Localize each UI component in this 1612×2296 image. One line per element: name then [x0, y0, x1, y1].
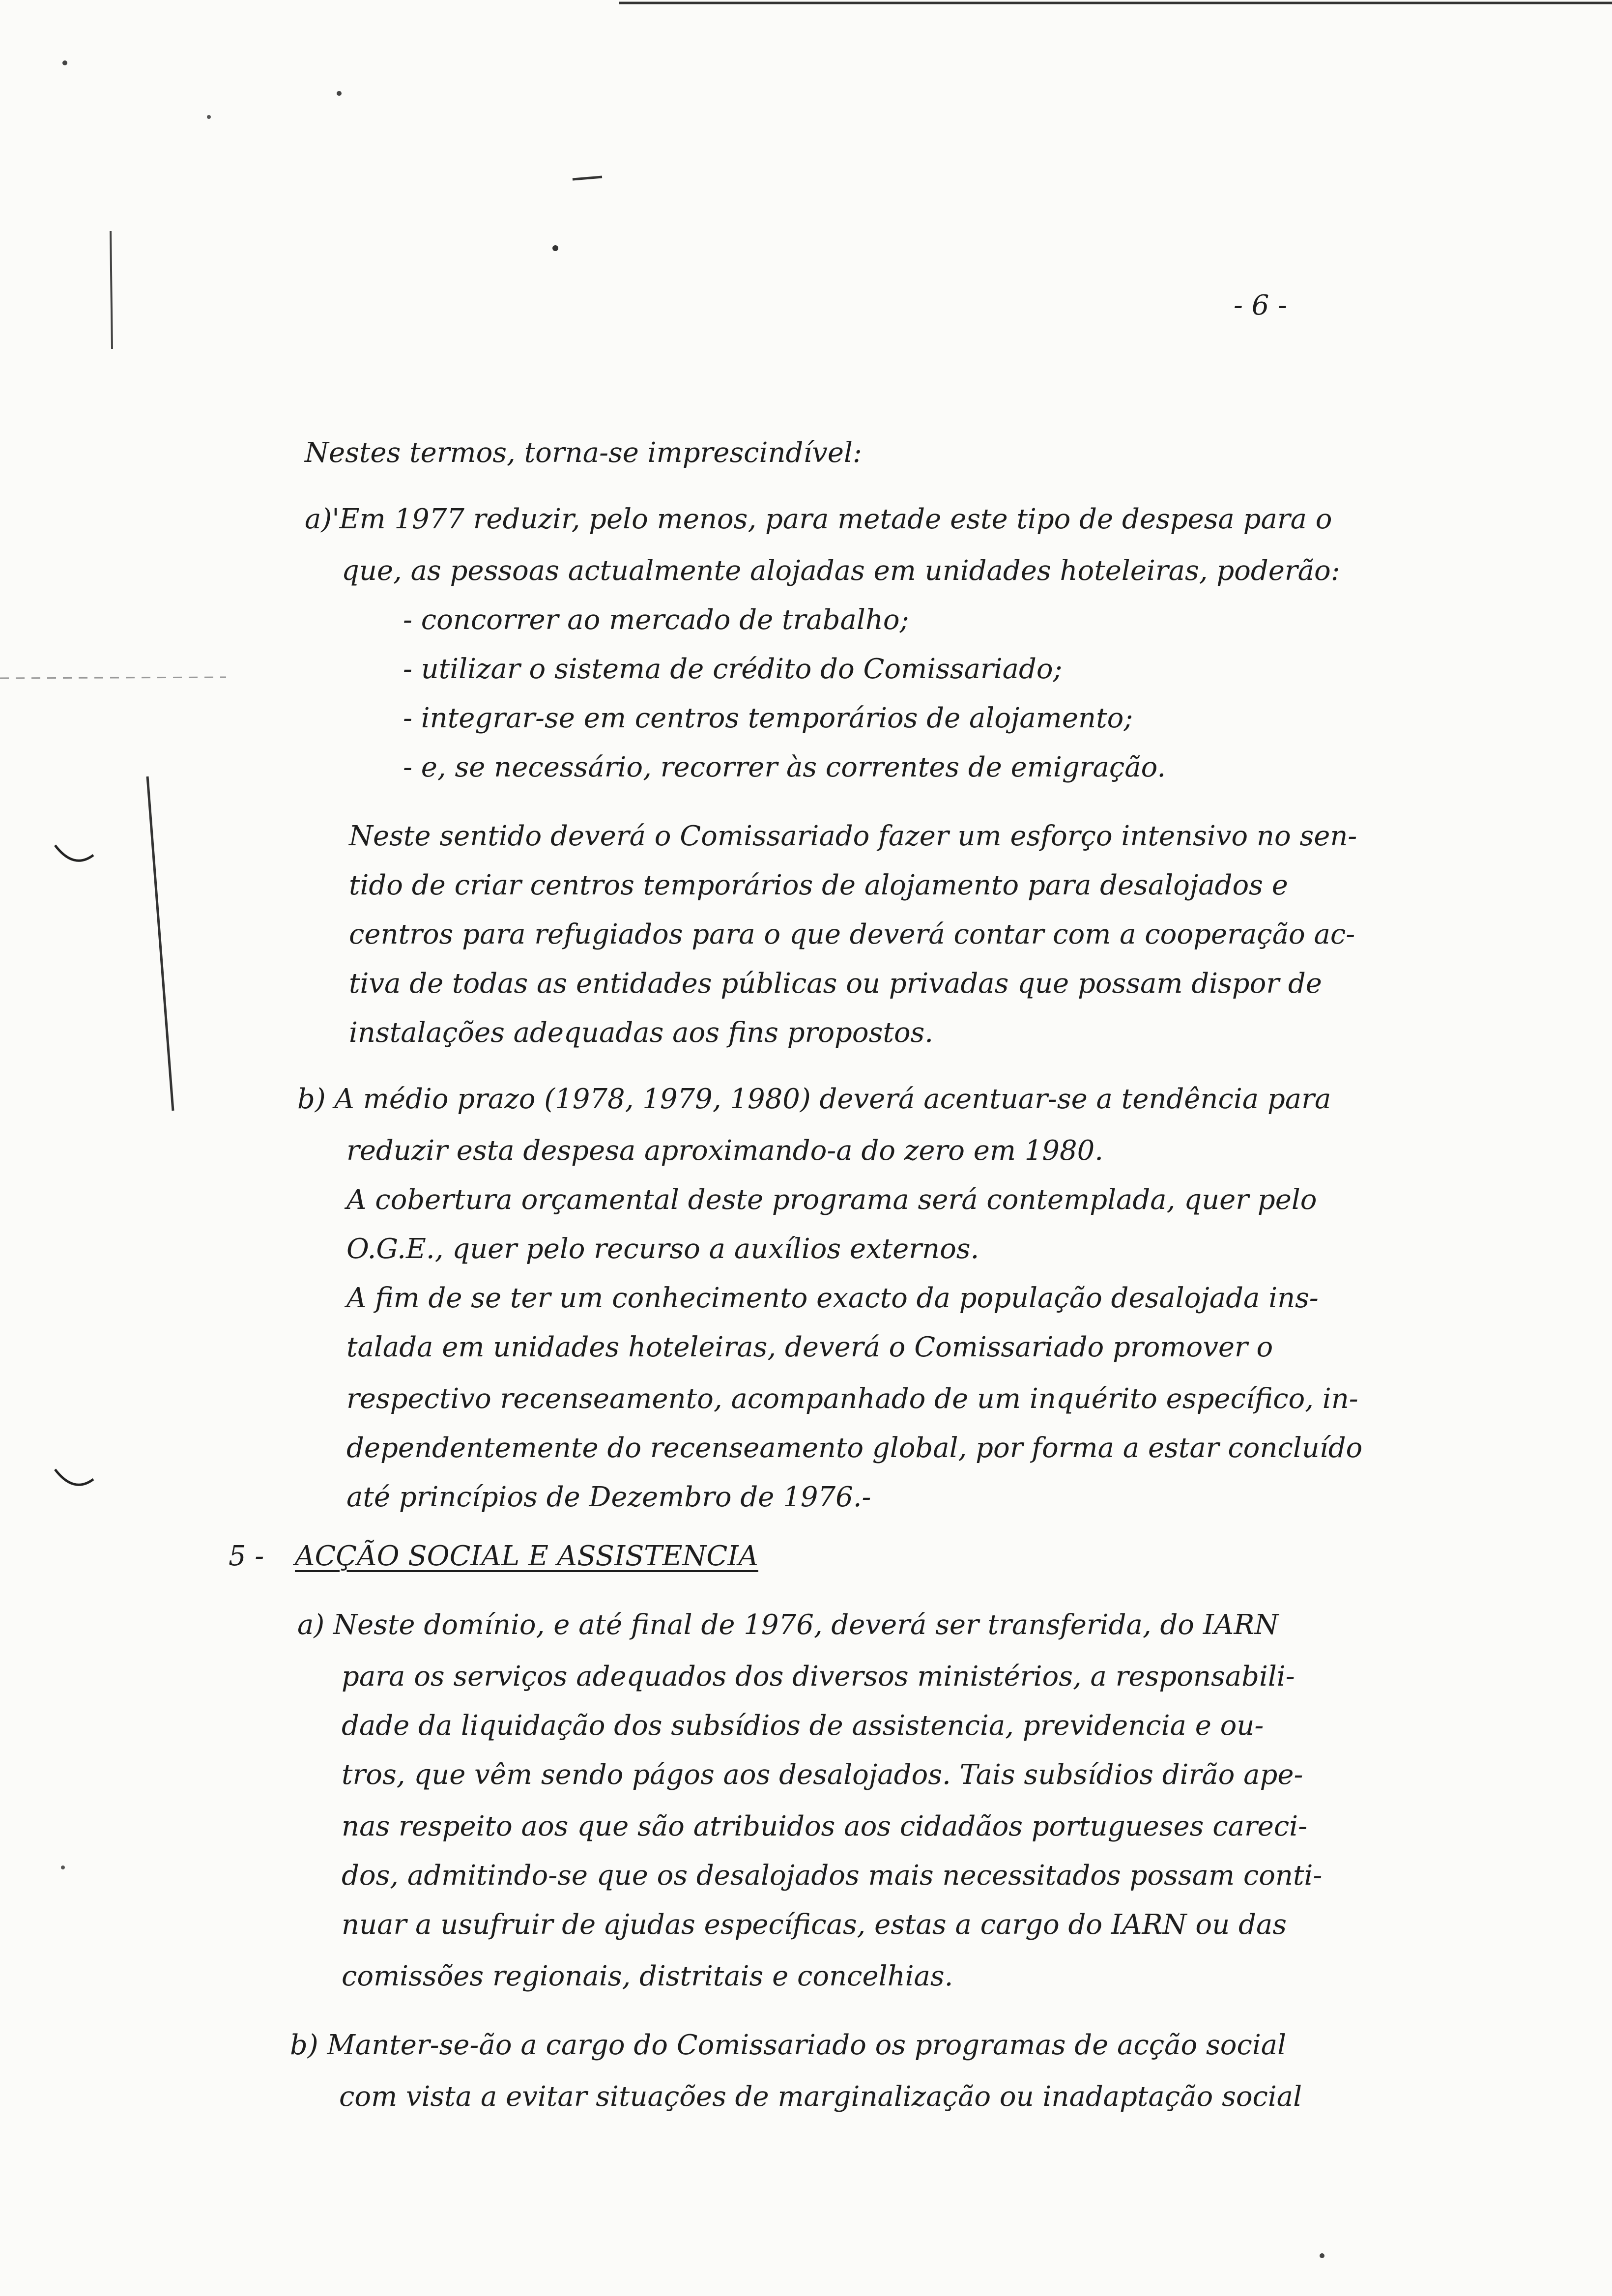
- section5-a-line: nuar a usufruir de ajudas específicas, estas a cargo do IARN ou das: [342, 1909, 1287, 1941]
- speck: [552, 245, 558, 251]
- item-b-line: respectivo recenseamento, acompanhado de um inquérito específico, in-: [346, 1383, 1358, 1415]
- item-a-line: a)'Em 1977 reduzir, pelo menos, para metade este tipo de despesa para o: [305, 503, 1332, 535]
- paragraph-line: Neste sentido deverá o Comissariado fazer um esforço intensivo no sen-: [349, 820, 1357, 852]
- speck: [61, 1866, 65, 1869]
- paragraph-line: tiva de todas as entidades públicas ou privadas que possam dispor de: [349, 968, 1322, 1000]
- paragraph-line: centros para refugiados para o que deverá contar com a cooperação ac-: [349, 918, 1355, 950]
- speck: [1320, 2253, 1324, 2258]
- section5-b-line: b) Manter-se-ão a cargo do Comissariado os programas de acção social: [290, 2029, 1287, 2061]
- section5-a-line: para os serviços adequados dos diversos ministérios, a responsabili-: [342, 1661, 1295, 1693]
- section5-a-line: dade da liquidação dos subsídios de assistencia, previdencia e ou-: [342, 1710, 1264, 1742]
- section-number: 5 -: [229, 1540, 264, 1572]
- left-margin-rule: [111, 231, 112, 349]
- section5-a-line: nas respeito aos que são atribuidos aos cidadãos portugueses careci-: [342, 1810, 1308, 1842]
- section5-a-line: tros, que vêm sendo págos aos desalojados. Tais subsídios dirão ape-: [342, 1759, 1303, 1791]
- section5-a-line: comissões regionais, distritais e concelhias.: [342, 1960, 953, 1992]
- punch-hole-arc: [55, 845, 93, 861]
- speck: [62, 60, 67, 65]
- left-dash-line: [0, 677, 226, 678]
- section5-a-line: a) Neste domínio, e até final de 1976, deverá ser transferida, do IARN: [297, 1609, 1279, 1641]
- item-b-line: dependentemente do recenseamento global, por forma a estar concluído: [346, 1432, 1363, 1464]
- section5-a-line: dos, admitindo-se que os desalojados mais necessitados possam conti-: [342, 1860, 1323, 1892]
- dash-mark: [573, 177, 602, 179]
- item-b-line: b) A médio prazo (1978, 1979, 1980) deverá acentuar-se a tendência para: [297, 1083, 1331, 1115]
- bullet-item: - utilizar o sistema de crédito do Comissariado;: [403, 653, 1063, 685]
- bullet-item: - concorrer ao mercado de trabalho;: [403, 604, 909, 636]
- item-b-line: talada em unidades hoteleiras, deverá o Comissariado promover o: [346, 1331, 1273, 1363]
- speck: [337, 91, 342, 96]
- paragraph-line: tido de criar centros temporários de alojamento para desalojados e: [349, 869, 1288, 901]
- item-b-line: O.G.E., quer pelo recurso a auxílios externos.: [346, 1233, 979, 1265]
- item-a-line: que, as pessoas actualmente alojadas em unidades hoteleiras, poderão:: [342, 555, 1340, 587]
- item-b-line: reduzir esta despesa aproximando-a do zero em 1980.: [346, 1135, 1104, 1167]
- paragraph-line: instalações adequadas aos fins propostos.: [349, 1017, 934, 1049]
- section-title: ACÇÃO SOCIAL E ASSISTENCIA: [295, 1540, 758, 1572]
- item-b-line: A fim de se ter um conhecimento exacto da população desalojada ins-: [346, 1282, 1319, 1314]
- item-b-line: até princípios de Dezembro de 1976.-: [346, 1481, 871, 1513]
- intro-line: Nestes termos, torna-se imprescindível:: [305, 437, 862, 469]
- left-margin-rule-2: [147, 776, 173, 1111]
- bullet-item: - integrar-se em centros temporários de alojamento;: [403, 702, 1133, 734]
- speck: [207, 115, 211, 119]
- section5-b-line: com vista a evitar situações de marginalização ou inadaptação social: [339, 2081, 1302, 2113]
- page-number: - 6 -: [1234, 289, 1288, 321]
- bullet-item: - e, se necessário, recorrer às correntes de emigração.: [403, 751, 1166, 783]
- punch-hole-arc-2: [55, 1469, 93, 1485]
- item-b-line: A cobertura orçamental deste programa será contemplada, quer pelo: [346, 1184, 1317, 1216]
